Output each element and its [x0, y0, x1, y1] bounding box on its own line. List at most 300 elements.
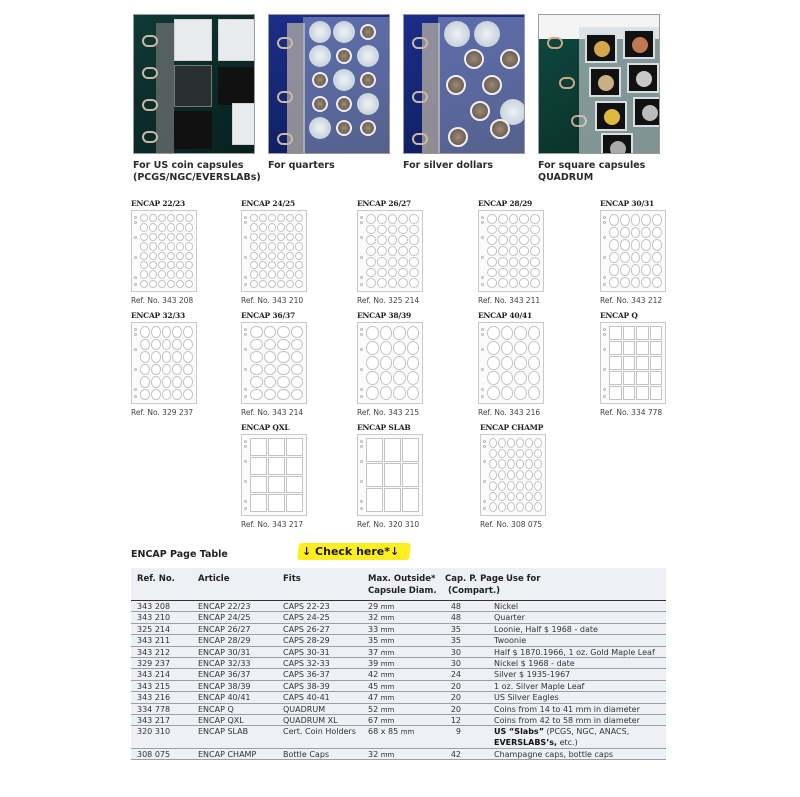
pocket: [264, 364, 277, 376]
diagram-ref-number: Ref. No. 320 310: [357, 520, 420, 529]
pocket: [366, 438, 383, 462]
pocket: [609, 264, 619, 276]
photo-caption: [538, 160, 660, 184]
pocket: [498, 225, 508, 235]
pocket: [277, 339, 290, 351]
diagram-ref-number: Ref. No. 343 214: [241, 408, 304, 417]
pocket: [498, 235, 508, 245]
binder-holes: [244, 323, 248, 403]
pocket: [516, 492, 524, 502]
pocket: [250, 242, 258, 250]
pocket: [509, 235, 519, 245]
pocket: [158, 261, 166, 269]
pocket: [158, 223, 166, 231]
pocket: [250, 389, 263, 401]
pocket: [277, 326, 290, 338]
pocket: [509, 268, 519, 278]
pocket: [286, 252, 294, 260]
pocket: [393, 386, 406, 400]
pocket: [498, 214, 508, 224]
table-row: [131, 692, 666, 703]
pocket: [407, 341, 420, 355]
pocket: [185, 280, 193, 288]
pocket: [295, 223, 303, 231]
pocket: [609, 386, 622, 400]
pocket: [140, 214, 148, 222]
pocket: [268, 242, 276, 250]
page-layout-illustration: [478, 322, 544, 404]
pocket: [525, 502, 533, 512]
pocket: [530, 214, 540, 224]
pocket: [158, 280, 166, 288]
pocket: [407, 386, 420, 400]
pocket: [286, 494, 303, 512]
pocket: [409, 246, 419, 256]
cell-diameter: 29 mm: [368, 602, 395, 611]
cell-use: Silver $ 1935-1967: [494, 670, 571, 680]
binder-holes: [244, 435, 248, 515]
pocket: [277, 223, 285, 231]
pocket: [519, 268, 529, 278]
table-row: [131, 704, 666, 715]
diagram-ref-number: Ref. No. 334 778: [600, 408, 663, 417]
pocket: [498, 278, 508, 288]
pocket: [295, 242, 303, 250]
page-diagram: [241, 423, 341, 529]
pocket: [388, 214, 398, 224]
pocket: [525, 492, 533, 502]
pocket: [250, 494, 267, 512]
cell-use: Coins from 14 to 41 mm in diameter: [494, 704, 640, 714]
pocket: [519, 214, 529, 224]
pocket: [534, 492, 542, 502]
pocket: [516, 449, 524, 459]
pocket: [277, 214, 285, 222]
pocket: [631, 252, 641, 264]
pocket: [519, 235, 529, 245]
diagram-ref-number: Ref. No. 343 208: [131, 296, 194, 305]
cell-article: ENCAP QXL: [198, 715, 244, 725]
page-diagram: [357, 199, 457, 305]
pocket: [528, 386, 541, 400]
cell-article: ENCAP CHAMP: [198, 749, 257, 759]
cell-ref: 343 217: [137, 715, 171, 725]
pocket: [162, 326, 172, 338]
cell-ref: 308 075: [137, 749, 171, 759]
pocket: [489, 459, 497, 469]
pocket: [377, 257, 387, 267]
cell-article: ENCAP Q: [198, 704, 234, 714]
cell-article: ENCAP 36/37: [198, 670, 251, 680]
pocket: [498, 481, 506, 491]
cell-use: Coins from 42 to 58 mm in diameter: [494, 715, 640, 725]
pocket: [149, 280, 157, 288]
pocket: [388, 246, 398, 256]
page-layout-illustration: [600, 210, 666, 292]
pocket: [295, 270, 303, 278]
pocket: [162, 376, 172, 388]
photo-silver-dollars: [403, 14, 525, 154]
page-layout-illustration: [478, 210, 544, 292]
pocket: [377, 214, 387, 224]
pocket: [498, 492, 506, 502]
diagram-title: ENCAP 24/25: [241, 199, 296, 208]
pocket: [498, 438, 506, 448]
pocket: [641, 264, 651, 276]
pocket: [623, 341, 636, 355]
pocket: [620, 252, 630, 264]
pocket: [650, 326, 663, 340]
pocket: [487, 214, 497, 224]
pocket: [151, 326, 161, 338]
pocket: [501, 386, 514, 400]
table-row: [131, 647, 666, 658]
pocket: [393, 356, 406, 370]
pocket: [268, 438, 285, 456]
pocket: [380, 356, 393, 370]
encap-page-table: [131, 568, 666, 760]
pocket: [250, 376, 263, 388]
diagram-ref-number: Ref. No. 343 215: [357, 408, 420, 417]
pocket: [609, 252, 619, 264]
header-use: Use for: [506, 574, 541, 584]
diagram-title: ENCAP 28/29: [478, 199, 533, 208]
pocket: [377, 246, 387, 256]
pocket: [519, 225, 529, 235]
pocket: [507, 481, 515, 491]
cell-article: ENCAP 30/31: [198, 647, 251, 657]
table-row: [131, 612, 666, 623]
diagram-ref-number: Ref. No. 329 237: [131, 408, 194, 417]
diagram-ref-number: Ref. No. 325 214: [357, 296, 420, 305]
pocket: [509, 278, 519, 288]
pocket: [167, 252, 175, 260]
table-row: [131, 681, 666, 692]
check-here-note: ↓ Check here*↓: [302, 545, 400, 558]
pocket: [652, 277, 662, 289]
pocket: [250, 339, 263, 351]
pocket: [489, 502, 497, 512]
caption-line: QUADRUM: [538, 172, 594, 183]
page-layout-illustration: [357, 322, 423, 404]
pocket: [498, 246, 508, 256]
pocket: [409, 214, 419, 224]
pocket: [525, 438, 533, 448]
pocket: [501, 341, 514, 355]
pocket: [530, 225, 540, 235]
pocket: [259, 233, 267, 241]
pocket: [409, 235, 419, 245]
pocket: [172, 364, 182, 376]
pocket: [507, 470, 515, 480]
pocket: [489, 492, 497, 502]
pocket: [509, 225, 519, 235]
pocket: [286, 270, 294, 278]
pocket: [652, 214, 662, 226]
pocket: [366, 371, 379, 385]
pocket: [291, 364, 304, 376]
pocket: [162, 364, 172, 376]
page-layout-illustration: [241, 322, 307, 404]
cell-diameter: 32 mm: [368, 749, 395, 759]
pocket: [487, 386, 500, 400]
pocket: [140, 364, 150, 376]
pocket: [286, 223, 294, 231]
pocket: [534, 449, 542, 459]
pocket: [158, 252, 166, 260]
binder-holes: [134, 323, 138, 403]
diagram-ref-number: Ref. No. 343 210: [241, 296, 304, 305]
pocket: [489, 449, 497, 459]
pocket: [140, 339, 150, 351]
pocket: [149, 242, 157, 250]
cell-article: ENCAP 22/23: [198, 602, 251, 611]
cell-use: 1 oz. Silver Maple Leaf: [494, 681, 585, 691]
pocket: [259, 214, 267, 222]
pocket-grid: [250, 326, 303, 400]
pocket: [528, 341, 541, 355]
pocket: [291, 339, 304, 351]
pocket: [277, 261, 285, 269]
pocket: [366, 341, 379, 355]
cell-fits: Bottle Caps: [283, 749, 330, 759]
table-body: [131, 601, 666, 760]
pocket: [402, 488, 419, 512]
pocket: [609, 326, 622, 340]
table-row: [131, 669, 666, 680]
pocket: [489, 438, 497, 448]
page-diagram: [600, 199, 700, 305]
cell-capacity: 9: [455, 727, 461, 737]
pocket: [277, 376, 290, 388]
pocket: [501, 356, 514, 370]
cell-fits: CAPS 36-37: [283, 670, 330, 680]
pocket: [498, 257, 508, 267]
pocket: [162, 339, 172, 351]
pocket: [516, 459, 524, 469]
pocket: [149, 223, 157, 231]
pocket: [151, 376, 161, 388]
pocket: [176, 233, 184, 241]
pocket: [172, 351, 182, 363]
cell-capacity: 30: [450, 658, 461, 668]
pocket: [516, 470, 524, 480]
cell-article: ENCAP 28/29: [198, 636, 251, 646]
pocket: [264, 339, 277, 351]
pocket: [250, 233, 258, 241]
page-diagram: [357, 311, 457, 417]
photo-card-us-capsules: [133, 14, 261, 184]
pocket: [176, 280, 184, 288]
pocket: [489, 470, 497, 480]
pocket: [151, 364, 161, 376]
cell-article: ENCAP 32/33: [198, 658, 251, 668]
cell-ref: 334 778: [137, 704, 171, 714]
pocket: [268, 214, 276, 222]
pocket: [286, 233, 294, 241]
pocket: [183, 351, 193, 363]
pocket: [250, 476, 267, 494]
cell-diameter: 45 mm: [368, 681, 395, 691]
pocket-grid: [140, 214, 193, 288]
pocket: [398, 268, 408, 278]
pocket: [162, 351, 172, 363]
pocket: [650, 341, 663, 355]
pocket: [172, 376, 182, 388]
pocket: [487, 371, 500, 385]
pocket: [291, 389, 304, 401]
pocket: [176, 261, 184, 269]
pocket: [393, 341, 406, 355]
pocket: [487, 225, 497, 235]
pocket: [140, 223, 148, 231]
page-layout-illustration: [241, 210, 307, 292]
diagram-ref-number: Ref. No. 343 217: [241, 520, 304, 529]
pocket: [534, 459, 542, 469]
pocket: [185, 233, 193, 241]
pocket: [525, 459, 533, 469]
pocket: [516, 481, 524, 491]
pocket: [380, 341, 393, 355]
pocket: [149, 233, 157, 241]
pocket: [534, 470, 542, 480]
cell-capacity: 48: [450, 602, 461, 611]
pocket: [498, 502, 506, 512]
pocket: [641, 252, 651, 264]
pocket: [183, 389, 193, 401]
pocket: [636, 356, 649, 370]
pocket: [259, 252, 267, 260]
pocket: [534, 438, 542, 448]
pocket: [519, 257, 529, 267]
pocket: [140, 252, 148, 260]
pocket: [277, 252, 285, 260]
pocket: [641, 239, 651, 251]
diagram-title: ENCAP CHAMP: [480, 423, 544, 432]
page-diagram: [478, 199, 578, 305]
pocket: [507, 502, 515, 512]
pocket: [650, 356, 663, 370]
photo-card-quarters: [268, 14, 390, 184]
pocket: [295, 252, 303, 260]
table-row: [131, 601, 666, 612]
binder-holes: [360, 435, 364, 515]
pocket: [366, 268, 376, 278]
cell-ref: 343 215: [137, 681, 171, 691]
pocket: [393, 326, 406, 340]
pocket: [277, 242, 285, 250]
pocket: [250, 214, 258, 222]
cell-fits: CAPS 26-27: [283, 624, 330, 634]
pocket-grid: [489, 438, 542, 512]
pocket: [149, 270, 157, 278]
pocket: [509, 257, 519, 267]
binder-holes: [244, 211, 248, 291]
cell-capacity: 20: [450, 681, 461, 691]
pocket: [609, 371, 622, 385]
pocket: [176, 270, 184, 278]
pocket: [268, 261, 276, 269]
pocket: [525, 470, 533, 480]
photo-us-coin-capsules: [133, 14, 255, 154]
table-row: [131, 726, 666, 749]
pocket: [140, 280, 148, 288]
table-header: [131, 568, 666, 601]
pocket: [149, 252, 157, 260]
pocket: [151, 389, 161, 401]
pocket: [652, 252, 662, 264]
cell-diameter: 67 mm: [368, 715, 395, 725]
binder-holes: [360, 211, 364, 291]
pocket: [530, 268, 540, 278]
pocket: [295, 261, 303, 269]
photo-quarters: [268, 14, 390, 154]
pocket: [519, 246, 529, 256]
pocket: [609, 214, 619, 226]
pocket: [250, 223, 258, 231]
cell-use: Champagne caps, bottle caps: [494, 749, 614, 759]
pocket: [185, 223, 193, 231]
pocket: [250, 252, 258, 260]
pocket: [398, 235, 408, 245]
pocket: [259, 280, 267, 288]
cell-ref: 343 208: [137, 602, 171, 611]
pocket: [402, 463, 419, 487]
pocket: [268, 252, 276, 260]
pocket: [384, 438, 401, 462]
cell-fits: CAPS 28-29: [283, 636, 330, 646]
diagram-ref-number: Ref. No. 343 216: [478, 408, 541, 417]
pocket: [388, 268, 398, 278]
cell-capacity: 42: [450, 749, 461, 759]
pocket: [286, 214, 294, 222]
pocket: [623, 386, 636, 400]
pocket: [250, 438, 267, 456]
cell-article: ENCAP 26/27: [198, 624, 251, 634]
pocket: [167, 233, 175, 241]
pocket: [514, 371, 527, 385]
cell-fits: Cert. Coin Holders: [283, 727, 356, 737]
pocket: [176, 223, 184, 231]
pocket: [507, 492, 515, 502]
pocket: [398, 257, 408, 267]
pocket: [528, 326, 541, 340]
pocket: [259, 270, 267, 278]
pocket: [530, 278, 540, 288]
cell-capacity: 30: [450, 647, 461, 657]
pocket: [172, 389, 182, 401]
pocket: [286, 261, 294, 269]
pocket: [487, 278, 497, 288]
pocket: [380, 386, 393, 400]
pocket: [402, 438, 419, 462]
diagram-title: ENCAP 36/37: [241, 311, 296, 320]
pocket: [507, 449, 515, 459]
pocket: [158, 233, 166, 241]
diagram-ref-number: Ref. No. 308 075: [480, 520, 543, 529]
binder-holes: [360, 323, 364, 403]
table-row: [131, 658, 666, 669]
pocket: [140, 242, 148, 250]
cell-fits: CAPS 38-39: [283, 681, 330, 691]
pocket: [286, 242, 294, 250]
header-fits: Fits: [283, 574, 301, 584]
pocket: [652, 264, 662, 276]
photo-card-quadrum: [538, 14, 660, 184]
pocket: [650, 371, 663, 385]
diagram-title: ENCAP QXL: [241, 423, 290, 432]
photo-caption: [268, 160, 390, 172]
